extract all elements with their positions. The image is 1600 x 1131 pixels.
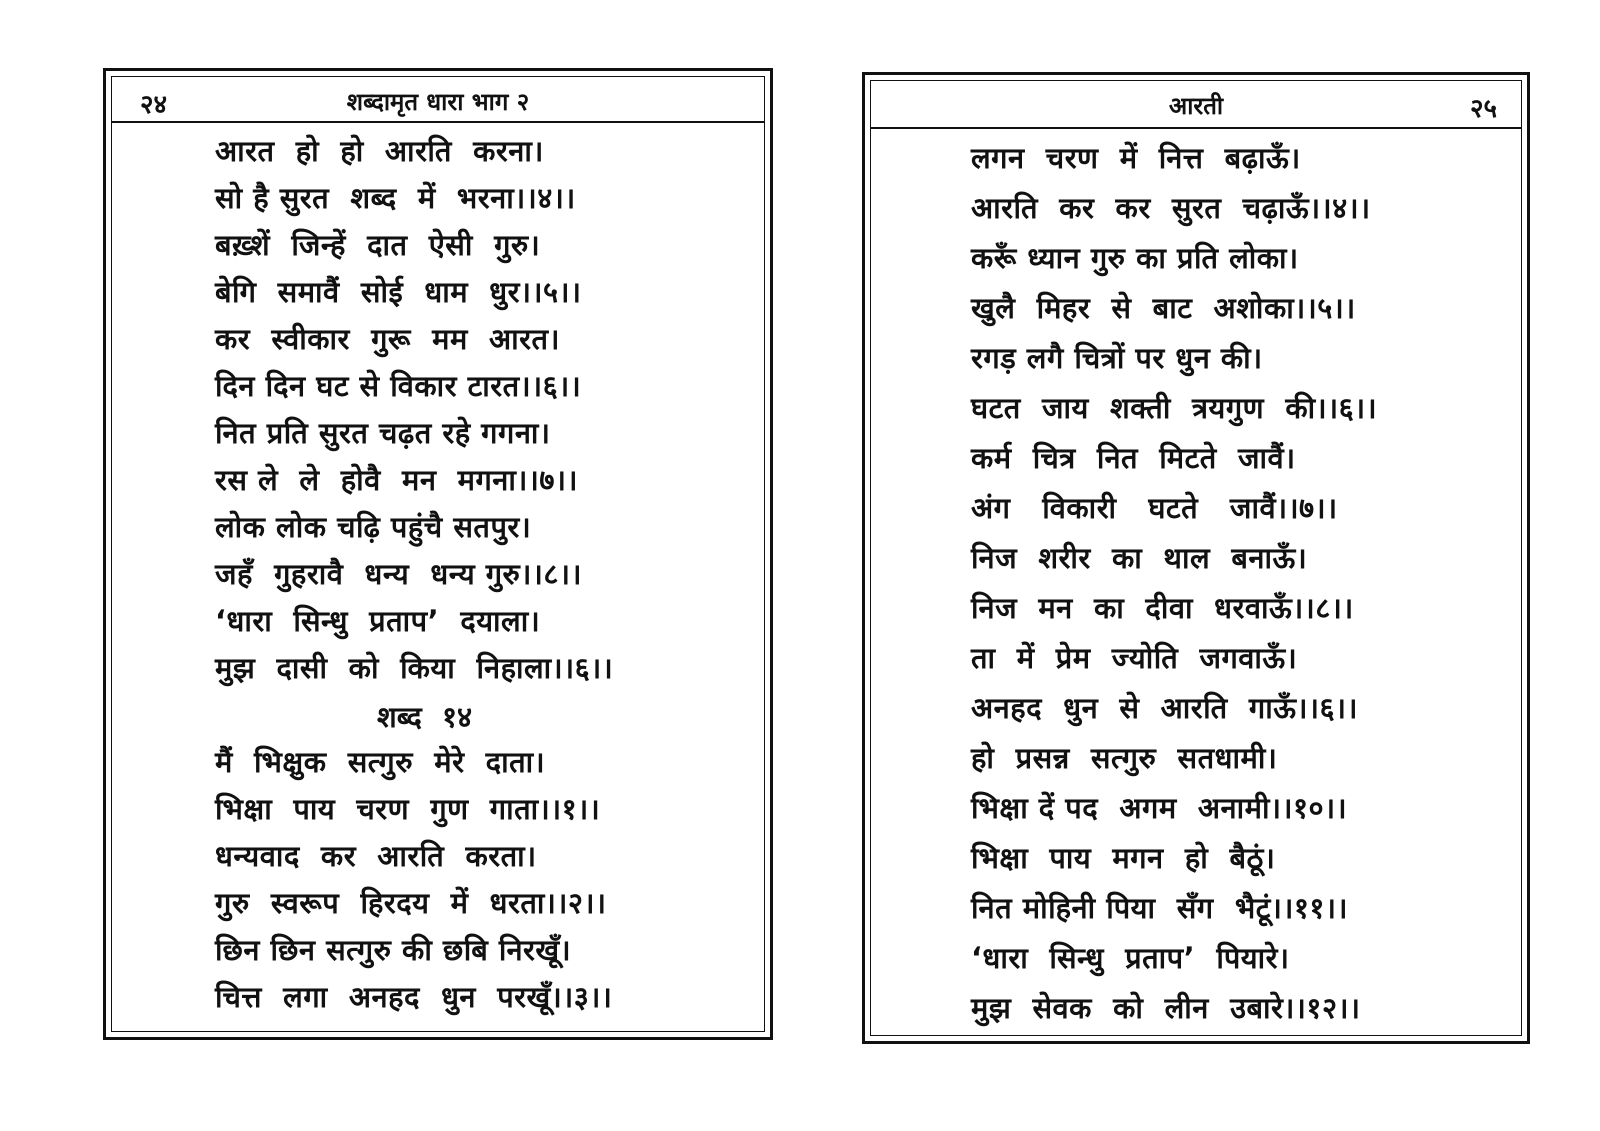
verse-line: भिक्षा दें पद अगम अनामी।।१०।। — [971, 791, 1348, 825]
left-page-number: २४ — [140, 90, 168, 120]
verse-line: ‘धारा सिन्धु प्रताप’ दयाला। — [215, 604, 541, 638]
verse-line: धन्यवाद कर आरति करता। — [215, 839, 537, 873]
verse-line: लगन चरण में नित्त बढ़ाऊँ। — [971, 141, 1301, 175]
verse-line: कर स्वीकार गुरू मम आरत। — [215, 322, 561, 356]
verse-line: मैं भिक्षुक सत्गुरु मेरे दाता। — [215, 745, 546, 779]
left-page-inner-frame — [111, 76, 765, 1032]
verse-line: ‘धारा सिन्धु प्रताप’ पियारे। — [971, 941, 1290, 975]
verse-line: नित प्रति सुरत चढ़त रहे गगना। — [215, 416, 551, 450]
right-page-inner-frame — [870, 80, 1522, 1036]
verse-line: सो है सुरत शब्द में भरना।।४।। — [215, 181, 576, 215]
verse-line: आरत हो हो आरति करना। — [215, 134, 544, 168]
verse-line: नित मोहिनी पिया सँग भैटूं।।११।। — [971, 891, 1348, 925]
verse-line: करूँ ध्यान गुरु का प्रति लोका। — [971, 241, 1299, 275]
verse-line: बेगि समावैं सोई धाम धुर।।५।। — [215, 275, 582, 309]
verse-line: भिक्षा पाय चरण गुण गाता।।१।। — [215, 792, 601, 826]
verse-line: अंग विकारी घटते जावैं।।७।। — [971, 491, 1338, 525]
verse-line: ता में प्रेम ज्योति जगवाऊँ। — [971, 641, 1298, 675]
verse-line: घटत जाय शक्ती त्रयगुण की।।६।। — [971, 391, 1378, 425]
verse-line: लोक लोक चढ़ि पहुंचै सतपुर। — [215, 510, 532, 544]
verse-line: दिन दिन घट से विकार टारत।।६।। — [215, 369, 582, 403]
right-page-title: आरती — [1168, 92, 1224, 120]
verse-line: खुलै मिहर से बाट अशोका।।५।। — [971, 291, 1356, 325]
verse-line: जहँ गुहरावै धन्य धन्य गुरु।।८।। — [215, 557, 582, 591]
verse-line: गुरु स्वरूप हिरदय में धरता।।२।। — [215, 886, 607, 920]
verse-line: चित्त लगा अनहद धुन परखूँ।।३।। — [215, 980, 613, 1014]
shabd-heading: शब्द १४ — [377, 700, 473, 734]
verse-line: कर्म चित्र नित मिटते जावैं। — [971, 441, 1296, 475]
left-page-title: शब्दामृत धारा भाग २ — [346, 88, 530, 116]
left-page-header — [112, 77, 764, 123]
right-page — [862, 72, 1530, 1044]
verse-line: भिक्षा पाय मगन हो बैठूं। — [971, 841, 1276, 875]
right-page-number: २५ — [1469, 94, 1497, 124]
verse-line: छिन छिन सत्गुरु की छबि निरखूँ। — [215, 933, 572, 967]
left-page — [103, 68, 773, 1040]
verse-line: हो प्रसन्न सत्गुरु सतधामी। — [971, 741, 1278, 775]
verse-line: निज मन का दीवा धरवाऊँ।।८।। — [971, 591, 1354, 625]
verse-line: बख़्शें जिन्हें दात ऐसी गुरु। — [215, 228, 541, 262]
verse-line: रगड़ लगै चित्रों पर धुन की। — [971, 341, 1263, 375]
right-page-header — [871, 81, 1521, 129]
verse-line: निज शरीर का थाल बनाऊँ। — [971, 541, 1308, 575]
verse-line: मुझ सेवक को लीन उबारे।।१२।। — [971, 991, 1361, 1025]
verse-line: आरति कर कर सुरत चढ़ाऊँ।।४।। — [971, 191, 1371, 225]
verse-line: मुझ दासी को किया निहाला।।६।। — [215, 651, 614, 685]
verse-line: अनहद धुन से आरति गाऊँ।।६।। — [971, 691, 1359, 725]
verse-line: रस ले ले होवै मन मगना।।७।। — [215, 463, 578, 497]
